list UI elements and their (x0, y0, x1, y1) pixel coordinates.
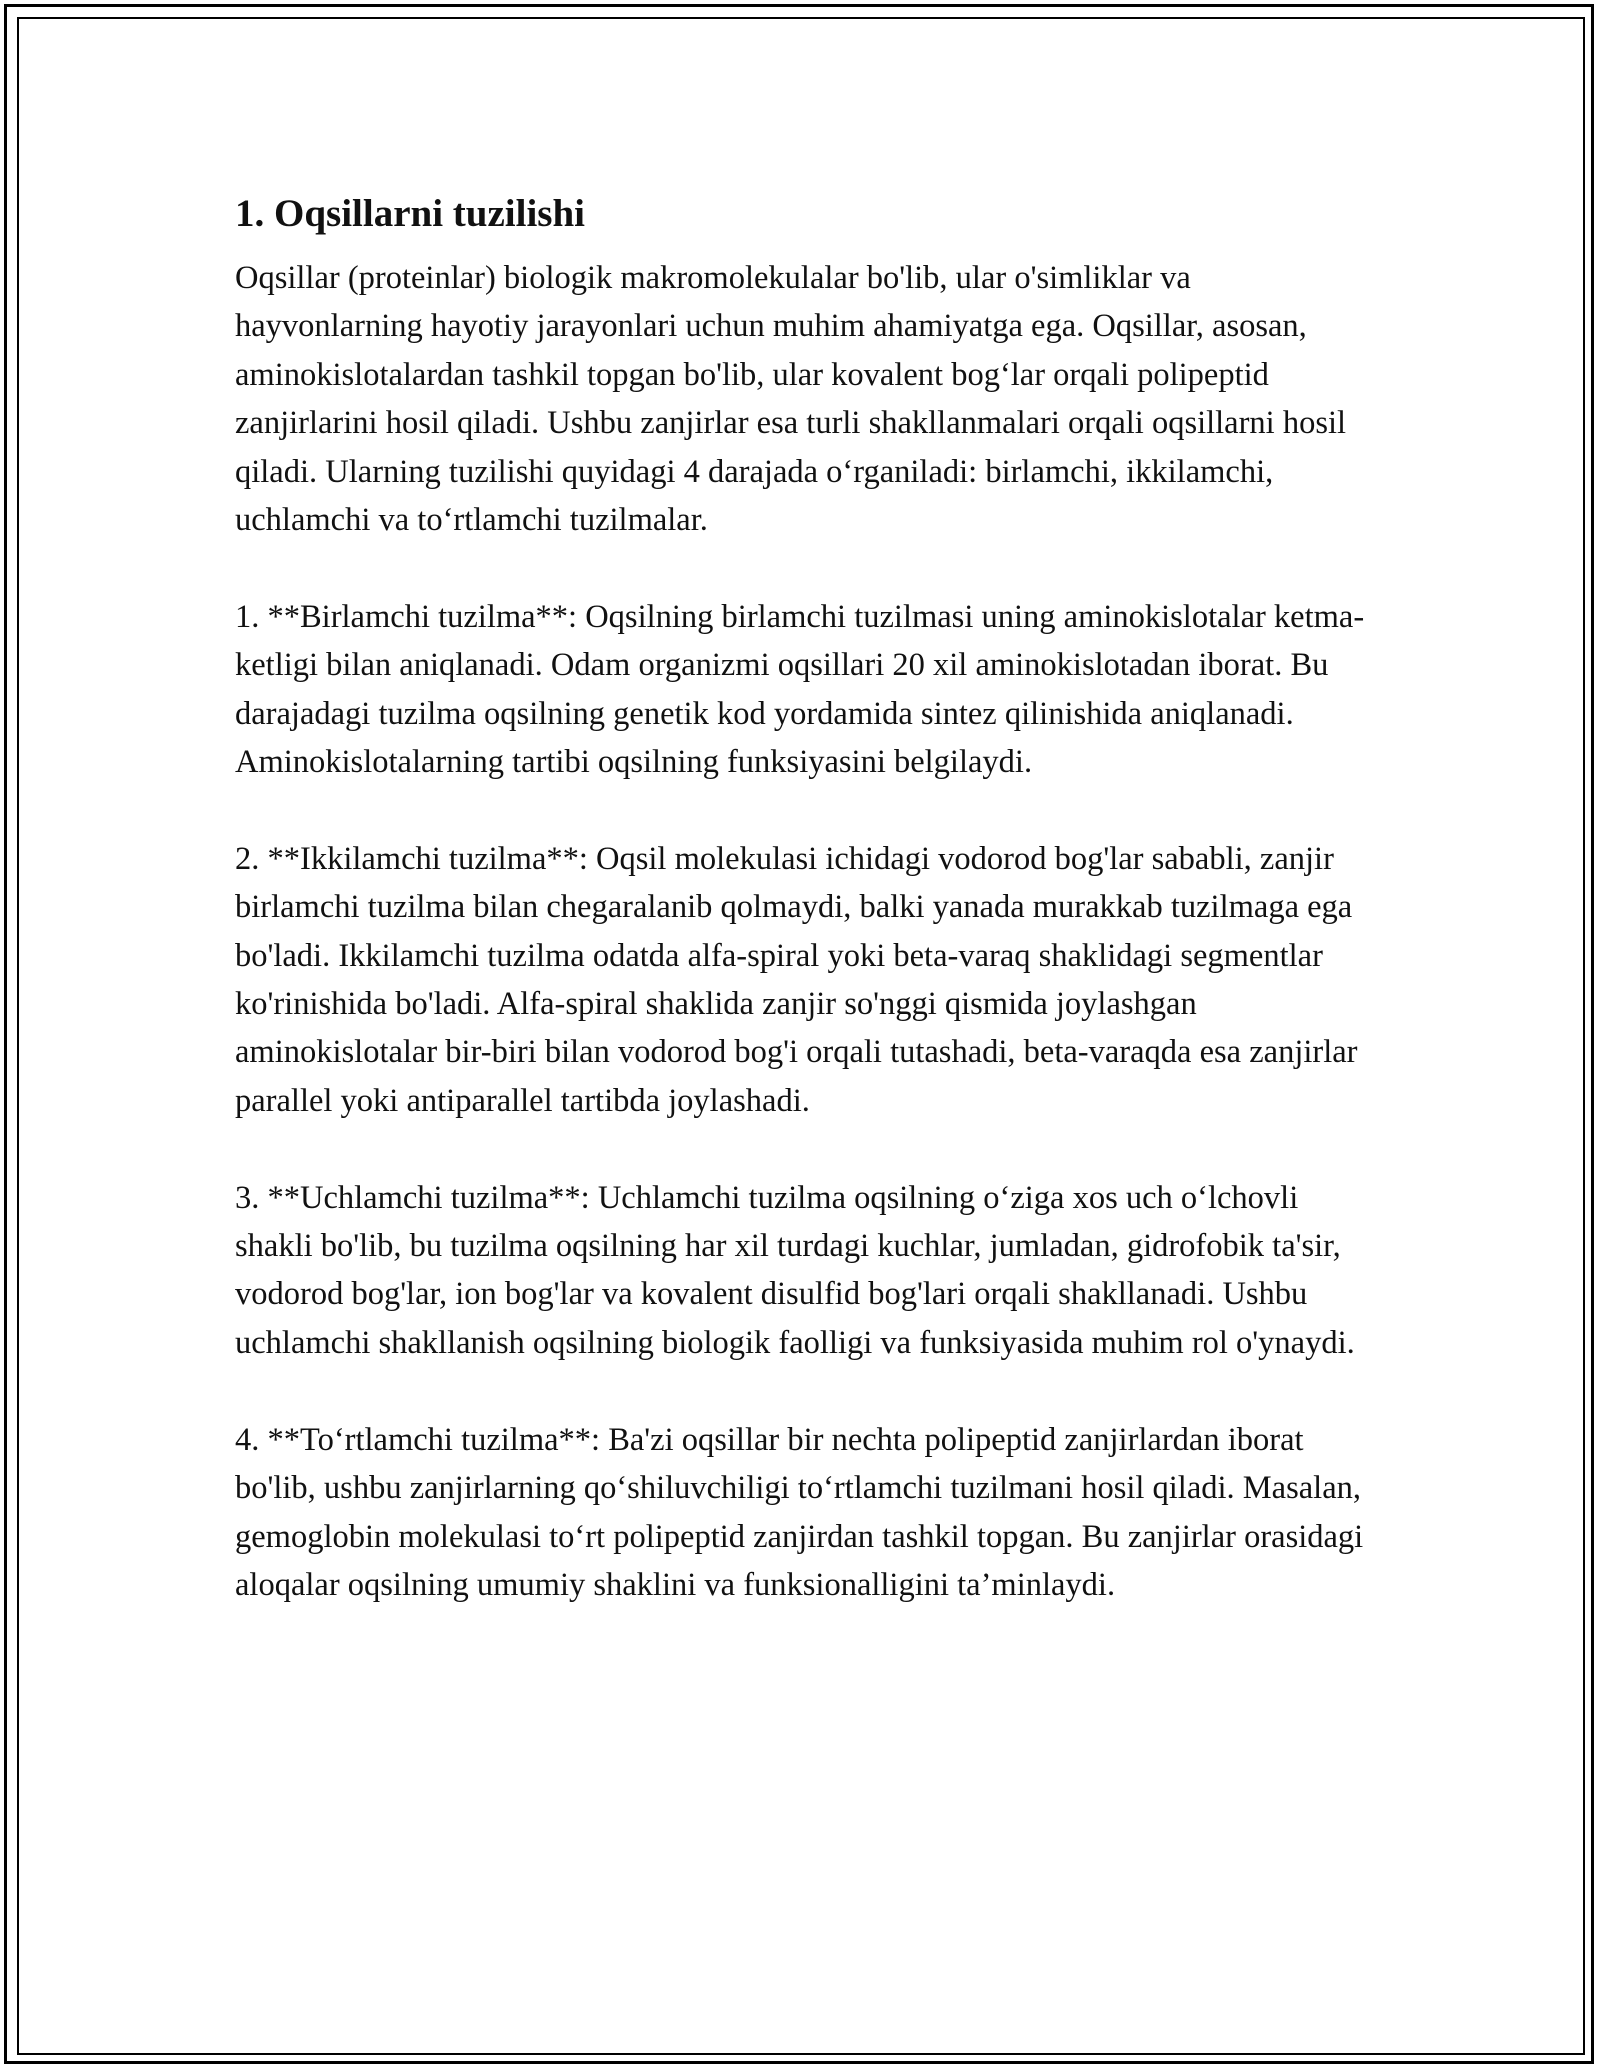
section-title: 1. Oqsillarni tuzilishi (235, 192, 585, 235)
tertiary-structure-paragraph: 3. **Uchlamchi tuzilma**: Uchlamchi tuzilma oqsilning o‘ziga xos uch o‘lchovli shakli bo'lib, bu tuzilma oqsilning har xil turdagi kuchlar, jumladan, gidrofobik ta'sir, vodorod bog'lar, ion bog'lar va kovalent disulfid bog'lari orqali shakllanadi. Ushbu uchlamchi shakllanish oqsilning biologik faolligi va funksiyasida muhim rol o'ynaydi. (235, 1179, 1355, 1361)
secondary-structure-paragraph: 2. **Ikkilamchi tuzilma**: Oqsil molekulasi ichidagi vodorod bog'lar sababli, zanjir birlamchi tuzilma bilan chegaralanib qolmaydi, balki yanada murakkab tuzilmaga ega bo'ladi. Ikkilamchi tuzilma odatda alfa-spiral yoki beta-varaq shaklidagi segmentlar ko'rinishida bo'ladi. Alfa-spiral shaklida zanjir so'nggi qismida joylashgan aminokislotalar bir-biri bilan vodorod bog'i orqali tutashadi, beta-varaqda esa zanjirlar parallel yoki antiparallel tartibda joylashadi. (235, 840, 1358, 1119)
quaternary-structure-paragraph: 4. **To‘rtlamchi tuzilma**: Ba'zi oqsillar bir nechta polipeptid zanjirlardan iborat bo'lib, ushbu zanjirlarning qo‘shiluvchiligi to‘rtlamchi tuzilmani hosil qiladi. Masalan, gemoglobin molekulasi to‘rt polipeptid zanjirdan tashkil topgan. Bu zanjirlar orasidagi aloqalar oqsilning umumiy shaklini va funksionalligini ta’minlaydi. (235, 1421, 1364, 1603)
document-body (235, 186, 1370, 1658)
primary-structure-paragraph: 1. **Birlamchi tuzilma**: Oqsilning birlamchi tuzilmasi uning aminokislotalar ketma-ketligi bilan aniqlanadi. Odam organizmi oqsillari 20 xil aminokislotadan iborat. Bu darajadagi tuzilma oqsilning genetik kod yordamida sintez qilinishida aniqlanadi. Aminokislotalarning tartibi oqsilning funksiyasini belgilaydi. (235, 598, 1365, 781)
intro-paragraph: Oqsillar (proteinlar) biologik makromolekulalar bo'lib, ular o'simliklar va hayvonlarning hayotiy jarayonlari uchun muhim ahamiyatga ega. Oqsillar, asosan, aminokislotalardan tashkil topgan bo'lib, ular kovalent bog‘lar orqali polipeptid zanjirlarini hosil qiladi. Ushbu zanjirlar esa turli shakllanmalari orqali oqsillarni hosil qiladi. Ularning tuzilishi quyidagi 4 darajada o‘rganiladi: birlamchi, ikkilamchi, uchlamchi va to‘rtlamchi tuzilmalar. (235, 260, 1347, 539)
